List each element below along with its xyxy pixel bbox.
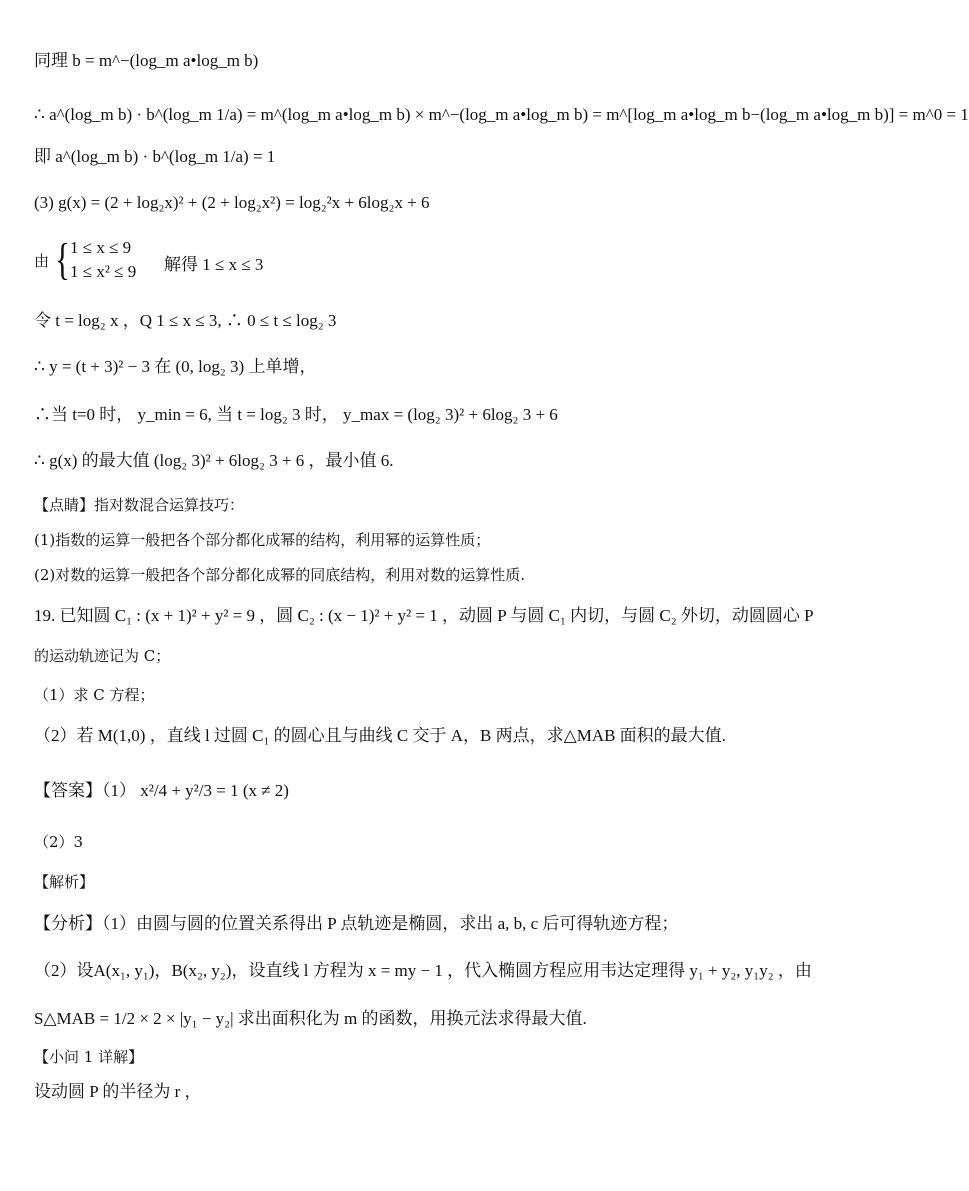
l08: ∴当 t=0 时， y_min = 6, 当 t = log₂ 3 时， y_max = (log₂ 3)² + 6log₂ 3 + 6 bbox=[34, 405, 558, 424]
l19: 【解析】 bbox=[34, 873, 95, 891]
l14: 的运动轨迹记为 C； bbox=[34, 647, 171, 665]
l05-suffix: 解得 1 ≤ x ≤ 3 bbox=[164, 255, 264, 274]
l10: 【点睛】指对数混合运算技巧： bbox=[34, 496, 245, 514]
l20: 【分析】（1）由圆与圆的位置关系得出 P 点轨迹是椭圆，求出 a, b, c 后可得轨迹方程； bbox=[34, 914, 679, 933]
l01: 同理 b = m^−(log_m a•log_m b) bbox=[34, 51, 259, 70]
l15: （1）求 C 方程； bbox=[34, 686, 155, 704]
l18: （2）3 bbox=[34, 833, 84, 851]
l02: ∴ a^(log_m b) · b^(log_m 1/a) = m^(log_m a•log_m b) × m^−(log_m a•log_m b) = m^[log_m a•log_m b−(log_m a•log_m b)] = m^0 = 1 bbox=[34, 105, 969, 124]
l24: 设动圆 P 的半径为 r ， bbox=[34, 1082, 202, 1101]
l06: 令 t = log₂ x ，Q 1 ≤ x ≤ 3, ∴ 0 ≤ t ≤ log₂ 3 bbox=[34, 311, 337, 330]
l23: 【小问 1 详解】 bbox=[34, 1048, 144, 1066]
brace-icon: { bbox=[55, 235, 70, 284]
l03: 即 a^(log_m b) · b^(log_m 1/a) = 1 bbox=[34, 147, 276, 166]
l17: 【答案】（1） x²/4 + y²/3 = 1 (x ≠ 2) bbox=[34, 781, 289, 800]
l16: （2）若 M(1,0) ，直线 l 过圆 C₁ 的圆心且与曲线 C 交于 A，B 两点，求△MAB 面积的最大值. bbox=[34, 726, 726, 745]
l04: (3) g(x) = (2 + log₂x)² + (2 + log₂x²) = log₂²x + 6log₂x + 6 bbox=[34, 193, 430, 212]
l13: 19. 已知圆 C₁ : (x + 1)² + y² = 9 ，圆 C₂ : (x − 1)² + y² = 1 ，动圆 P 与圆 C₁ 内切，与圆 C₂ 外切，动圆圆心 P bbox=[34, 606, 814, 625]
l11: (1)指数的运算一般把各个部分都化成幂的结构，利用幂的运算性质； bbox=[34, 531, 491, 549]
l21: （2）设A(x₁, y₁)，B(x₂, y₂)，设直线 l 方程为 x = my − 1 ，代入椭圆方程应用韦达定理得 y₁ + y₂, y₁y₂ ，由 bbox=[34, 961, 812, 980]
l05-prefix: 由 bbox=[34, 252, 50, 270]
l07: ∴ y = (t + 3)² − 3 在 (0, log₂ 3) 上单增， bbox=[34, 357, 317, 376]
l22: S△MAB = 1/2 × 2 × |y₁ − y₂| 求出面积化为 m 的函数，用换元法求得最大值. bbox=[34, 1009, 587, 1028]
l05-row2: 1 ≤ x² ≤ 9 bbox=[70, 262, 137, 281]
l09: ∴ g(x) 的最大值 (log₂ 3)² + 6log₂ 3 + 6 ，最小值 6. bbox=[34, 451, 394, 470]
l05 bbox=[34, 235, 334, 284]
l12: (2)对数的运算一般把各个部分都化成幂的同底结构，利用对数的运算性质. bbox=[34, 566, 526, 584]
l05-row1: 1 ≤ x ≤ 9 bbox=[70, 238, 132, 257]
